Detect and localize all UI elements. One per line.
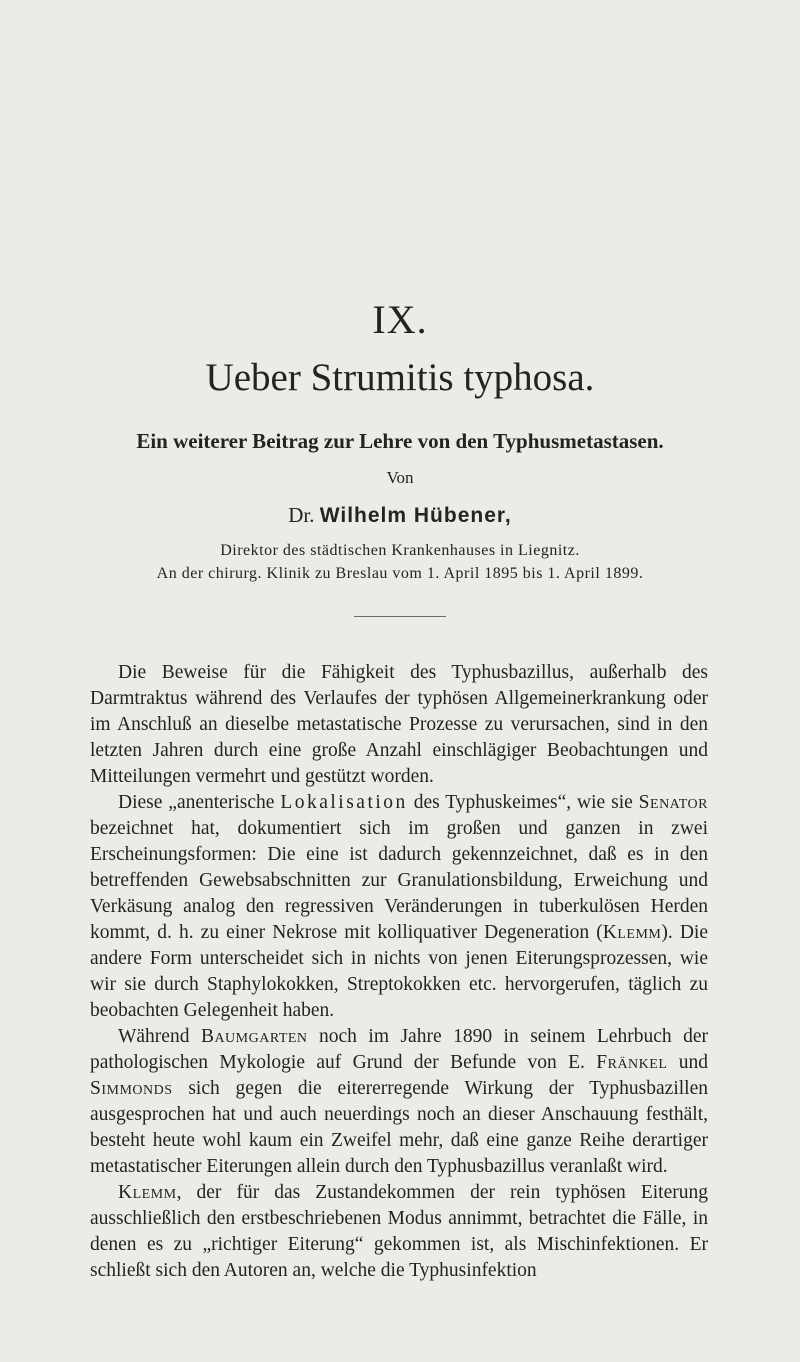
byline-von: Von xyxy=(386,468,414,487)
separator-rule xyxy=(354,616,446,617)
author-affiliation-1: Direktor des städtischen Krankenhauses in Liegnitz. xyxy=(220,542,580,559)
emphasis-lokalisation: Lokalisation xyxy=(280,792,408,813)
body-text xyxy=(90,660,708,1284)
paragraph-3: Während Baumgarten noch im Jahre 1890 in seinem Lehrbuch der pathologischen Mykologie auf Grund der Befunde von E. Fränkel und Simmonds sich gegen die eitererregende Wirkung der Typhusbazillen ausgesprochen hat und auch neuerdings noch an dieser Anschauung festhält, besteht heute wohl kaum ein Zweifel mehr, daß eine ganze Reihe derartiger metastatischer Eiterungen allein durch den Typhusbazillus veranlaßt wird. xyxy=(90,1026,709,1177)
paragraph-4: Klemm, der für das Zustandekommen der rein typhösen Eiterung ausschließlich den erstbeschriebenen Modus annimmt, betrachtet die Fälle, in denen es zu „richtiger Eiterung“ gekommen ist, als Mischinfektionen. Er schließt sich den Autoren an, welche die Typhusinfektion xyxy=(90,1182,708,1281)
chapter-number: IX. xyxy=(372,297,428,342)
author-title: Dr. xyxy=(288,503,315,527)
author-ref-senator: Senator xyxy=(638,792,708,813)
author-ref-simmonds: Simmonds xyxy=(90,1078,173,1099)
author-ref-fraenkel: Fränkel xyxy=(596,1052,668,1073)
author-line xyxy=(0,502,800,529)
author-affiliation-2: An der chirurg. Klinik zu Breslau vom 1. April 1895 bis 1. April 1899. xyxy=(156,565,644,582)
article-subtitle: Ein weiterer Beitrag zur Lehre von den Typhusmetastasen. xyxy=(136,429,664,453)
article-title: Ueber Strumitis typhosa. xyxy=(205,356,595,399)
paragraph-1: Die Beweise für die Fähigkeit des Typhusbazillus, außerhalb des Darmtraktus während des Verlaufes der typhösen Allgemeinerkrankung oder im Anschluß an dieselbe metastatische Prozesse zu verursachen, sind in den letzten Jahren durch eine große Anzahl einschlägiger Beobachtungen und Mitteilungen vermehrt und gestützt worden. xyxy=(90,662,708,787)
paragraph-2: Diese „anenterische Lokalisation des Typhuskeimes“, wie sie Senator bezeichnet hat, dokumentiert sich im großen und ganzen in zwei Erscheinungsformen: Die eine ist dadurch gekennzeichnet, daß es in den betreffenden Gewebsabschnitten zur Granulationsbildung, Erweichung und Verkäsung analog den regressiven Veränderungen in tuberkulösen Herden kommt, d. h. zu einer Nekrose mit kolliquativer Degeneration (Klemm). Die andere Form unterscheidet sich in nichts von jenen Eiterungsprozessen, wie wir sie durch Staphylokokken, Streptokokken etc. hervorgerufen, täglich zu beobachten Gelegenheit haben. xyxy=(90,792,708,1021)
author-ref-baumgarten: Baumgarten xyxy=(200,1026,308,1047)
author-ref-klemm-2: Klemm xyxy=(118,1182,177,1203)
author-ref-klemm: Klemm xyxy=(602,922,662,943)
author-name: Wilhelm Hübener, xyxy=(319,504,512,527)
